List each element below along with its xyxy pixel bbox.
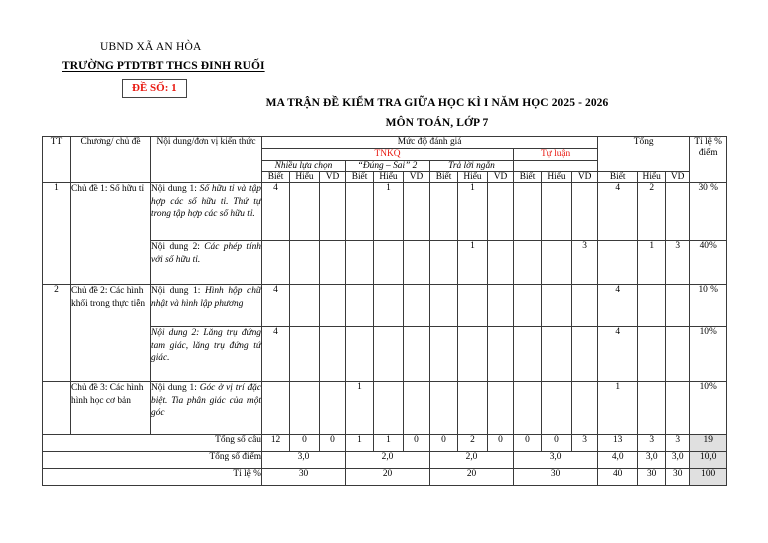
cell-count bbox=[346, 241, 374, 285]
assessment-matrix-table bbox=[42, 136, 727, 486]
cell-count bbox=[290, 285, 320, 327]
cell-count bbox=[290, 327, 320, 382]
cell-count bbox=[320, 327, 346, 382]
summary-ratio: 10,0 bbox=[690, 452, 727, 469]
th-total-group: Tổng bbox=[598, 137, 690, 172]
th-content: Nội dung/đơn vị kiến thức bbox=[151, 137, 262, 183]
cell-count bbox=[572, 183, 598, 241]
th-lvl-tl-biet: Biết bbox=[514, 172, 542, 183]
th-shortanswer: Trả lời ngắn bbox=[430, 161, 514, 172]
cell-count bbox=[542, 382, 572, 435]
summary-cell: 0 bbox=[404, 435, 430, 452]
header-row-1 bbox=[43, 137, 727, 149]
summary-total: 3,0 bbox=[638, 452, 666, 469]
summary-row bbox=[43, 469, 727, 486]
summary-total: 3 bbox=[638, 435, 666, 452]
th-lvl-tf-biet: Biết bbox=[346, 172, 374, 183]
cell-total: 4 bbox=[598, 183, 638, 241]
summary-cell: 0 bbox=[488, 435, 514, 452]
cell-count bbox=[488, 183, 514, 241]
cell-count bbox=[320, 241, 346, 285]
summary-total: 4,0 bbox=[598, 452, 638, 469]
cell-total bbox=[666, 285, 690, 327]
cell-count bbox=[542, 241, 572, 285]
summary-total: 3,0 bbox=[666, 452, 690, 469]
cell-ratio: 40% bbox=[690, 241, 727, 285]
th-lvl-tf-vd: VD bbox=[404, 172, 430, 183]
cell-count bbox=[374, 241, 404, 285]
cell-count bbox=[290, 183, 320, 241]
cell-count bbox=[290, 241, 320, 285]
th-lvl-mc-biet: Biết bbox=[262, 172, 290, 183]
summary-total: 40 bbox=[598, 469, 638, 486]
cell-count bbox=[374, 285, 404, 327]
cell-count: 1 bbox=[458, 241, 488, 285]
summary-label: Tổng số điểm bbox=[43, 452, 262, 469]
cell-count bbox=[542, 285, 572, 327]
summary-cell: 0 bbox=[430, 435, 458, 452]
summary-cell: 0 bbox=[320, 435, 346, 452]
summary-row bbox=[43, 452, 727, 469]
cell-count bbox=[572, 382, 598, 435]
cell-total bbox=[666, 183, 690, 241]
cell-count bbox=[514, 241, 542, 285]
cell-count bbox=[488, 241, 514, 285]
th-lvl-tl-hieu: Hiểu bbox=[542, 172, 572, 183]
th-lvl-tf-hieu: Hiểu bbox=[374, 172, 404, 183]
cell-count: 1 bbox=[458, 183, 488, 241]
summary-cell-merged: 20 bbox=[430, 469, 514, 486]
cell-count bbox=[430, 183, 458, 241]
th-tnkq: TNKQ bbox=[262, 149, 514, 161]
summary-cell-merged: 3,0 bbox=[262, 452, 346, 469]
th-lvl-tl-vd: VD bbox=[572, 172, 598, 183]
organization-name: UBND XÃ AN HÒA bbox=[100, 41, 202, 53]
cell-count bbox=[262, 241, 290, 285]
cell-ratio: 10% bbox=[690, 382, 727, 435]
th-lvl-mc-vd: VD bbox=[320, 172, 346, 183]
cell-count bbox=[320, 382, 346, 435]
cell-chapter: Chủ đề 3: Các hình hình học cơ bản bbox=[71, 382, 151, 435]
cell-ratio: 30 % bbox=[690, 183, 727, 241]
cell-count bbox=[488, 285, 514, 327]
cell-count bbox=[404, 327, 430, 382]
summary-label: Tỉ lệ % bbox=[43, 469, 262, 486]
th-lvl-sa-hieu: Hiểu bbox=[458, 172, 488, 183]
cell-content: Nội dung 1: Số hữu tỉ và tập hợp các số hữu tỉ. Thứ tự trong tập hợp các số hữu tỉ. bbox=[151, 183, 262, 241]
cell-tt: 2 bbox=[43, 285, 71, 382]
summary-label: Tổng số câu bbox=[43, 435, 262, 452]
summary-total: 30 bbox=[638, 469, 666, 486]
th-tt: TT bbox=[43, 137, 71, 183]
th-lvl-sa-biet: Biết bbox=[430, 172, 458, 183]
summary-cell: 0 bbox=[542, 435, 572, 452]
school-name: TRƯỜNG PTDTBT THCS ĐINH RUỐI bbox=[62, 60, 265, 72]
cell-count bbox=[430, 327, 458, 382]
summary-cell: 1 bbox=[374, 435, 404, 452]
cell-count: 1 bbox=[374, 183, 404, 241]
cell-ratio: 10% bbox=[690, 327, 727, 382]
summary-cell: 12 bbox=[262, 435, 290, 452]
summary-ratio: 100 bbox=[690, 469, 727, 486]
cell-total: 4 bbox=[598, 327, 638, 382]
summary-cell-merged: 3,0 bbox=[514, 452, 598, 469]
cell-total: 4 bbox=[598, 285, 638, 327]
table-body bbox=[43, 183, 727, 486]
th-multichoice: Nhiều lựa chọn bbox=[262, 161, 346, 172]
document-title-line2: MÔN TOÁN, LỚP 7 bbox=[385, 117, 489, 129]
summary-cell-merged: 2,0 bbox=[346, 452, 430, 469]
cell-total bbox=[666, 327, 690, 382]
cell-tt: 1 bbox=[43, 183, 71, 285]
th-tuluan-blank bbox=[514, 161, 598, 172]
th-lvl-tot-hieu: Hiểu bbox=[638, 172, 666, 183]
cell-content: Nội dung 1: Góc ở vị trí đặc biệt. Tia phân giác của một góc bbox=[151, 382, 262, 435]
cell-count bbox=[430, 241, 458, 285]
summary-cell: 0 bbox=[290, 435, 320, 452]
cell-content: Nội dung 1: Hình hộp chữ nhật và hình lập phương bbox=[151, 285, 262, 327]
summary-row bbox=[43, 435, 727, 452]
table-row bbox=[43, 285, 727, 327]
cell-count bbox=[290, 382, 320, 435]
cell-count bbox=[514, 183, 542, 241]
cell-count bbox=[430, 382, 458, 435]
cell-count bbox=[542, 327, 572, 382]
cell-count bbox=[404, 241, 430, 285]
cell-count bbox=[514, 382, 542, 435]
cell-count bbox=[346, 285, 374, 327]
document-title-line1: MA TRẬN ĐỀ KIỂM TRA GIỮA HỌC KÌ I NĂM HỌC 2025 - 2026 bbox=[265, 97, 609, 109]
table-row bbox=[43, 183, 727, 241]
cell-total: 1 bbox=[598, 382, 638, 435]
th-level-group: Mức độ đánh giá bbox=[262, 137, 598, 149]
cell-count bbox=[320, 285, 346, 327]
cell-total: 2 bbox=[638, 183, 666, 241]
cell-count: 4 bbox=[262, 285, 290, 327]
cell-total bbox=[666, 382, 690, 435]
cell-count: 1 bbox=[346, 382, 374, 435]
cell-total: 3 bbox=[666, 241, 690, 285]
th-lvl-tot-biet: Biết bbox=[598, 172, 638, 183]
th-chapter: Chương/ chủ đề bbox=[71, 137, 151, 183]
cell-count bbox=[458, 382, 488, 435]
cell-count bbox=[458, 327, 488, 382]
cell-total: 1 bbox=[638, 241, 666, 285]
cell-count bbox=[404, 183, 430, 241]
summary-cell-merged: 20 bbox=[346, 469, 430, 486]
cell-total bbox=[598, 241, 638, 285]
summary-total: 13 bbox=[598, 435, 638, 452]
summary-cell-merged: 2,0 bbox=[430, 452, 514, 469]
table-row bbox=[43, 382, 727, 435]
cell-count bbox=[404, 285, 430, 327]
summary-cell: 2 bbox=[458, 435, 488, 452]
cell-count bbox=[542, 183, 572, 241]
th-tuluan: Tự luận bbox=[514, 149, 598, 161]
cell-chapter: Chủ đề 1: Số hữu tỉ bbox=[71, 183, 151, 285]
cell-count: 4 bbox=[262, 183, 290, 241]
summary-cell: 3 bbox=[572, 435, 598, 452]
th-ratio: Tỉ lệ % điểm bbox=[690, 137, 727, 183]
cell-content: Nội dung 2: Các phép tính với số hữu tỉ. bbox=[151, 241, 262, 285]
cell-content: Nội dung 2: Lăng trụ đứng tam giác, lăng trụ đứng tứ giác. bbox=[151, 327, 262, 382]
cell-count bbox=[488, 382, 514, 435]
cell-ratio: 10 % bbox=[690, 285, 727, 327]
cell-count: 3 bbox=[572, 241, 598, 285]
th-lvl-tot-vd: VD bbox=[666, 172, 690, 183]
cell-count bbox=[572, 327, 598, 382]
cell-count bbox=[262, 382, 290, 435]
cell-count bbox=[320, 183, 346, 241]
cell-count bbox=[374, 327, 404, 382]
cell-count bbox=[374, 382, 404, 435]
th-truefalse: “Đúng – Sai” 2 bbox=[346, 161, 430, 172]
exam-code-badge: ĐỀ SỐ: 1 bbox=[122, 79, 187, 98]
cell-total bbox=[638, 327, 666, 382]
summary-total: 3 bbox=[666, 435, 690, 452]
cell-count bbox=[430, 285, 458, 327]
cell-tt bbox=[43, 382, 71, 435]
cell-count: 4 bbox=[262, 327, 290, 382]
summary-cell: 1 bbox=[346, 435, 374, 452]
cell-count bbox=[488, 327, 514, 382]
cell-count bbox=[346, 327, 374, 382]
cell-count bbox=[514, 327, 542, 382]
cell-count bbox=[514, 285, 542, 327]
table-header bbox=[43, 137, 727, 183]
summary-cell-merged: 30 bbox=[262, 469, 346, 486]
cell-total bbox=[638, 382, 666, 435]
cell-total bbox=[638, 285, 666, 327]
th-lvl-sa-vd: VD bbox=[488, 172, 514, 183]
summary-cell: 0 bbox=[514, 435, 542, 452]
cell-count bbox=[572, 285, 598, 327]
summary-cell-merged: 30 bbox=[514, 469, 598, 486]
summary-total: 30 bbox=[666, 469, 690, 486]
summary-ratio: 19 bbox=[690, 435, 727, 452]
cell-count bbox=[458, 285, 488, 327]
cell-chapter: Chủ đề 2: Các hình khối trong thực tiễn bbox=[71, 285, 151, 382]
th-lvl-mc-hieu: Hiểu bbox=[290, 172, 320, 183]
cell-count bbox=[404, 382, 430, 435]
cell-count bbox=[346, 183, 374, 241]
